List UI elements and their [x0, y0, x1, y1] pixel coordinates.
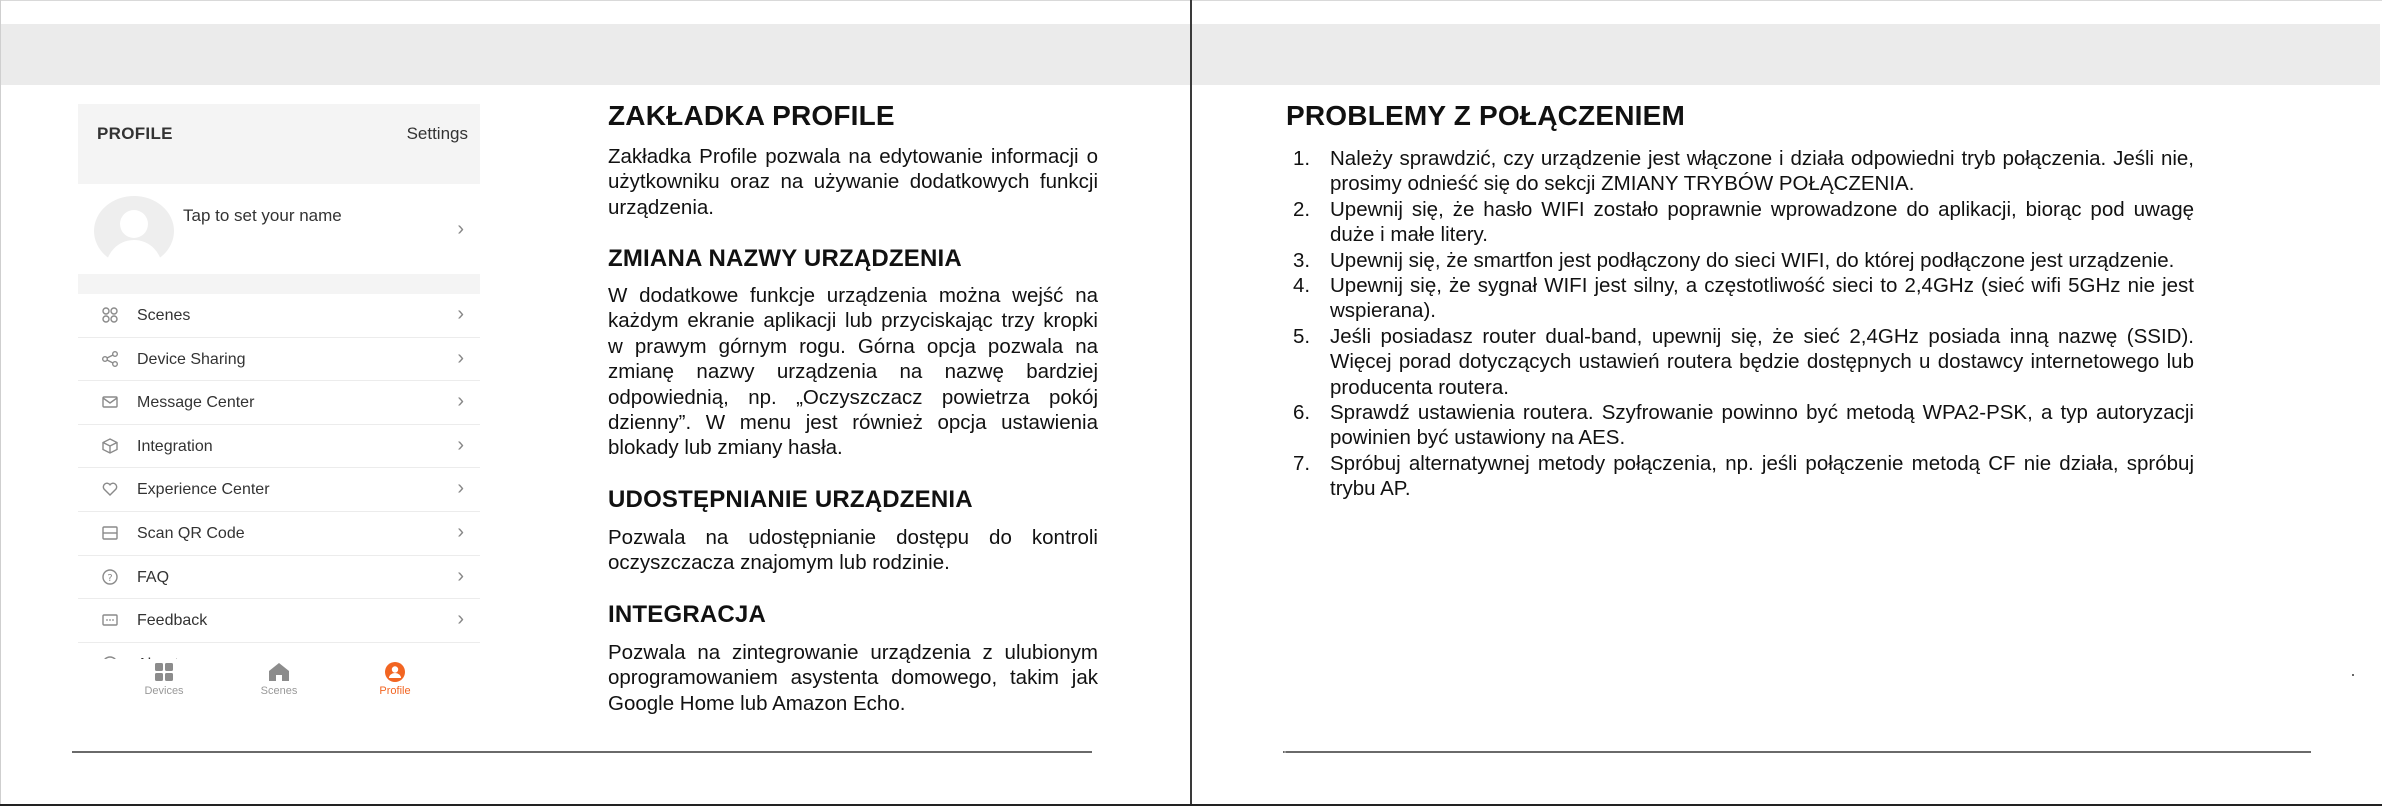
menu-item-device-sharing[interactable]	[78, 338, 480, 382]
section-heading-sharing: UDOSTĘPNIANIE URZĄDZENIA	[608, 486, 973, 513]
page-fold-divider	[1190, 0, 1192, 806]
home-icon	[267, 661, 291, 683]
section-spacer	[78, 160, 480, 184]
section-heading-rename: ZMIANA NAZWY URZĄDZENIA	[608, 245, 962, 272]
section-spacer	[78, 274, 480, 294]
mail-icon	[100, 393, 120, 411]
list-number: 5.	[1293, 324, 1311, 348]
list-number: 1.	[1293, 147, 1311, 170]
chevron-right-icon: ›	[457, 346, 464, 369]
right-page-header-band	[1192, 24, 2380, 85]
page-speck	[1284, 751, 1286, 753]
menu-item-label: Experience Center	[137, 481, 270, 499]
svg-text:?: ?	[107, 572, 113, 584]
spread-left-border	[0, 0, 1, 806]
settings-link[interactable]: Settings	[406, 124, 468, 143]
user-profile-row[interactable]	[78, 184, 480, 280]
chevron-right-icon: ›	[457, 520, 464, 543]
list-item	[1286, 197, 2194, 248]
scan-icon	[100, 524, 120, 542]
menu-item-label: Device Sharing	[137, 350, 246, 368]
tab-scenes[interactable]	[234, 661, 324, 697]
section-text-rename: W dodatkowe funkcje urządzenia można wejść na każdym ekranie aplikacji lub przyciskając trzy kropki w prawym górnym rogu. Górna opcja pozwala na zmianę nazwy urządzenia na nazwę bardziej odpowiednią, np. „Oczyszczacz powietrza pokój dzienny”. W menu jest również opcja ustawienia blokady lub zmiany hasła.	[608, 284, 1098, 460]
menu-item-integration[interactable]	[78, 425, 480, 469]
menu-item-label: Message Center	[137, 394, 255, 412]
set-name-prompt: Tap to set your name	[183, 206, 342, 225]
tab-label: Profile	[379, 685, 411, 697]
menu-item-message-center[interactable]	[78, 381, 480, 425]
menu-item-label: Integration	[137, 437, 213, 455]
heart-icon	[100, 480, 120, 498]
list-item	[1286, 248, 2194, 273]
section-text-integration: Pozwala na zintegrowanie urządzenia z ulubionym oprogramowaniem asystenta domowego, takim jak Google Home lub Amazon Echo.	[608, 641, 1098, 715]
menu-item-faq[interactable]	[78, 556, 480, 600]
devices-icon	[152, 661, 176, 683]
menu-item-scenes[interactable]	[78, 294, 480, 338]
share-icon	[100, 350, 120, 368]
app-profile-screenshot	[78, 104, 480, 710]
chevron-right-icon: ›	[457, 303, 464, 325]
menu-item-experience-center[interactable]	[78, 468, 480, 512]
tab-profile[interactable]	[350, 661, 440, 697]
list-number: 2.	[1293, 197, 1311, 221]
left-page-header-band	[1, 24, 1190, 85]
page-title: PROBLEMY Z POŁĄCZENIEM	[1286, 100, 1686, 131]
app-header-title: PROFILE	[97, 124, 173, 143]
list-item	[1286, 400, 2194, 451]
bottom-tab-bar	[78, 659, 480, 710]
menu-item-label: Feedback	[137, 612, 208, 630]
page-speck	[2352, 674, 2354, 676]
profile-menu	[78, 294, 480, 659]
chevron-right-icon: ›	[457, 608, 464, 631]
list-item	[1286, 273, 2194, 324]
tab-label: Devices	[144, 685, 184, 697]
list-item-text: Należy sprawdzić, czy urządzenie jest włączone i działa odpowiedni tryb połączenia. Jeśli nie, prosimy odnieść się do sekcji ZMIANY TRYBÓW POŁĄCZENIA.	[1330, 147, 2194, 196]
list-number: 3.	[1293, 248, 1311, 272]
menu-item-feedback[interactable]	[78, 599, 480, 643]
list-number: 7.	[1293, 451, 1311, 475]
chevron-right-icon: ›	[457, 433, 464, 456]
list-item-text: Spróbuj alternatywnej metody połączenia, np. jeśli połączenie metodą CF nie działa, spróbuj trybu AP.	[1330, 451, 2194, 501]
menu-item-scan-qr[interactable]	[78, 512, 480, 556]
profile-icon	[383, 661, 407, 683]
troubleshooting-list	[1286, 146, 2194, 502]
cube-icon	[100, 437, 120, 455]
menu-item-label: Scenes	[137, 307, 191, 324]
list-item	[1286, 146, 2194, 197]
list-item	[1286, 451, 2194, 502]
right-page-footer-rule	[1283, 751, 2311, 753]
page-title: ZAKŁADKA PROFILE	[608, 100, 895, 131]
chevron-right-icon: ›	[457, 218, 464, 240]
chevron-right-icon: ›	[457, 477, 464, 500]
list-item-text: Upewnij się, że smartfon jest podłączony do sieci WIFI, do której podłączone jest urządzenie.	[1330, 248, 2175, 272]
list-item-text: Sprawdź ustawienia routera. Szyfrowanie powinno być metodą WPA2-PSK, a typ autoryzacji powinien być ustawiony na AES.	[1330, 401, 2194, 450]
avatar	[94, 196, 174, 266]
left-page-footer-rule	[72, 751, 1092, 753]
intro-paragraph: Zakładka Profile pozwala na edytowanie informacji o użytkowniku oraz na używanie dodatkowych funkcji urządzenia.	[608, 145, 1098, 219]
list-item-text: Upewnij się, że sygnał WIFI jest silny, a częstotliwość sieci to 2,4GHz (sieć wifi 5GHz nie jest wspierana).	[1330, 274, 2194, 323]
list-number: 4.	[1293, 274, 1311, 298]
menu-item-label: FAQ	[137, 568, 170, 586]
section-text-sharing: Pozwala na udostępnianie dostępu do kontroli oczyszczacza znajomym lub rodzinie.	[608, 526, 1098, 575]
tab-devices[interactable]	[119, 661, 209, 697]
chevron-right-icon: ›	[457, 564, 464, 587]
chevron-right-icon: ›	[457, 390, 464, 413]
list-number: 6.	[1293, 401, 1311, 425]
tab-label: Scenes	[260, 685, 298, 697]
section-heading-integration: INTEGRACJA	[608, 601, 767, 628]
list-item-text: Jeśli posiadasz router dual-band, upewnij się, że sieć 2,4GHz posiada inną nazwę (SSID). Więcej porad dotyczących ustawień routera będzie dostępnych u dostawcy internetowego lub producenta routera.	[1330, 324, 2194, 399]
list-item-text: Upewnij się, że hasło WIFI zostało poprawnie wprowadzone do aplikacji, biorąc pod uwagę duże i małe litery.	[1330, 197, 2194, 247]
menu-item-label: Scan QR Code	[137, 524, 245, 542]
feedback-icon	[100, 611, 120, 629]
menu-item-about[interactable]	[78, 643, 480, 659]
help-icon	[100, 568, 120, 586]
list-item	[1286, 324, 2194, 400]
scenes-icon	[100, 306, 120, 324]
app-header	[78, 104, 480, 160]
